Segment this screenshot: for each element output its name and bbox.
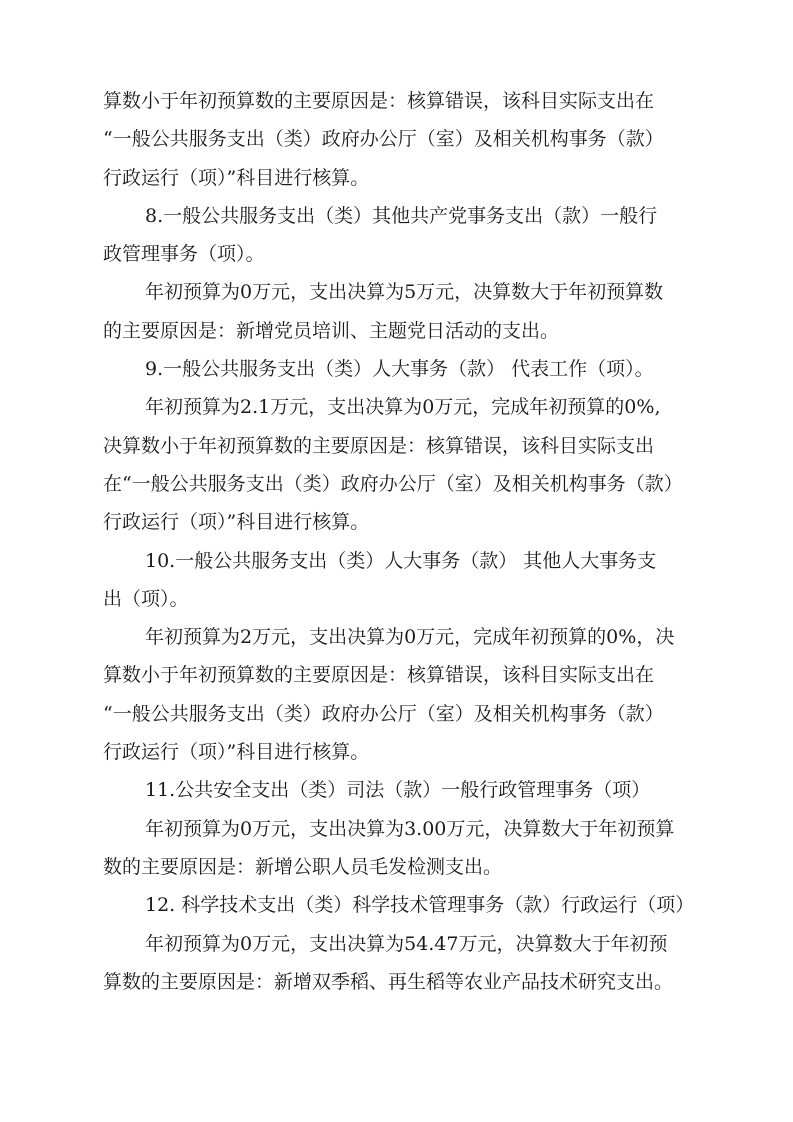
text-line: 决算数小于年初预算数的主要原因是：核算错误，该科目实际支出 bbox=[103, 434, 655, 457]
text-line: 年初预算为0万元，支出决算为3.00万元，决算数大于年初预算 bbox=[145, 817, 675, 840]
item-body-9 bbox=[103, 388, 695, 541]
text-line: 9.一般公共服务支出（类）人大事务（款） 代表工作（项）。 bbox=[145, 358, 654, 381]
paragraph-continuation bbox=[103, 82, 695, 197]
text-line: 出（项）。 bbox=[103, 587, 189, 610]
text-line: 数的主要原因是：新增公职人员毛发检测支出。 bbox=[103, 855, 503, 878]
item-body-10 bbox=[103, 618, 695, 771]
text-line: 政管理事务（项）。 bbox=[103, 243, 265, 266]
item-heading-9 bbox=[103, 350, 695, 388]
item-body-12 bbox=[103, 925, 695, 1002]
text-line: 10.一般公共服务支出（类）人大事务（款） 其他人大事务支 bbox=[145, 549, 657, 572]
text-line: 年初预算为2.1万元，支出决算为0万元，完成年初预算的0%, bbox=[145, 396, 661, 419]
text-line: 年初预算为2万元，支出决算为0万元，完成年初预算的0%，决 bbox=[145, 626, 675, 649]
text-line: “一般公共服务支出（类）政府办公厅（室）及相关机构事务（款） bbox=[103, 128, 664, 151]
item-heading-10 bbox=[103, 542, 695, 619]
item-heading-8 bbox=[103, 197, 695, 274]
text-line: 算数小于年初预算数的主要原因是：核算错误，该科目实际支出在 bbox=[103, 90, 655, 112]
text-line: 算数的主要原因是：新增双季稻、再生稻等农业产品技术研究支出。 bbox=[103, 970, 674, 993]
text-line: 12. 科学技术支出（类）科学技术管理事务（款）行政运行（项） bbox=[145, 894, 695, 917]
item-heading-11 bbox=[103, 771, 695, 809]
text-line: 年初预算为0万元，支出决算为54.47万元，决算数大于年初预 bbox=[145, 932, 668, 955]
text-line: 的主要原因是：新增党员培训、主题党日活动的支出。 bbox=[103, 319, 560, 342]
text-line: 行政运行（项）”科目进行核算。 bbox=[103, 166, 370, 189]
text-line: 8.一般公共服务支出（类）其他共产党事务支出（款）一般行 bbox=[145, 204, 658, 227]
text-line: 11.公共安全支出（类）司法（款）一般行政管理事务（项） bbox=[145, 779, 651, 802]
item-body-8 bbox=[103, 273, 695, 350]
item-body-11 bbox=[103, 810, 695, 887]
text-line: 行政运行（项）”科目进行核算。 bbox=[103, 511, 370, 534]
text-line: 行政运行（项）”科目进行核算。 bbox=[103, 741, 370, 764]
text-line: 算数小于年初预算数的主要原因是：核算错误，该科目实际支出在 bbox=[103, 664, 655, 687]
text-line: 年初预算为0万元，支出决算为5万元，决算数大于年初预算数 bbox=[145, 281, 664, 304]
text-line: “一般公共服务支出（类）政府办公厅（室）及相关机构事务（款） bbox=[103, 702, 664, 725]
item-heading-12 bbox=[103, 886, 695, 924]
text-line: 在“一般公共服务支出（类）政府办公厅（室）及相关机构事务（款） bbox=[103, 472, 683, 495]
document-page bbox=[103, 82, 695, 1001]
